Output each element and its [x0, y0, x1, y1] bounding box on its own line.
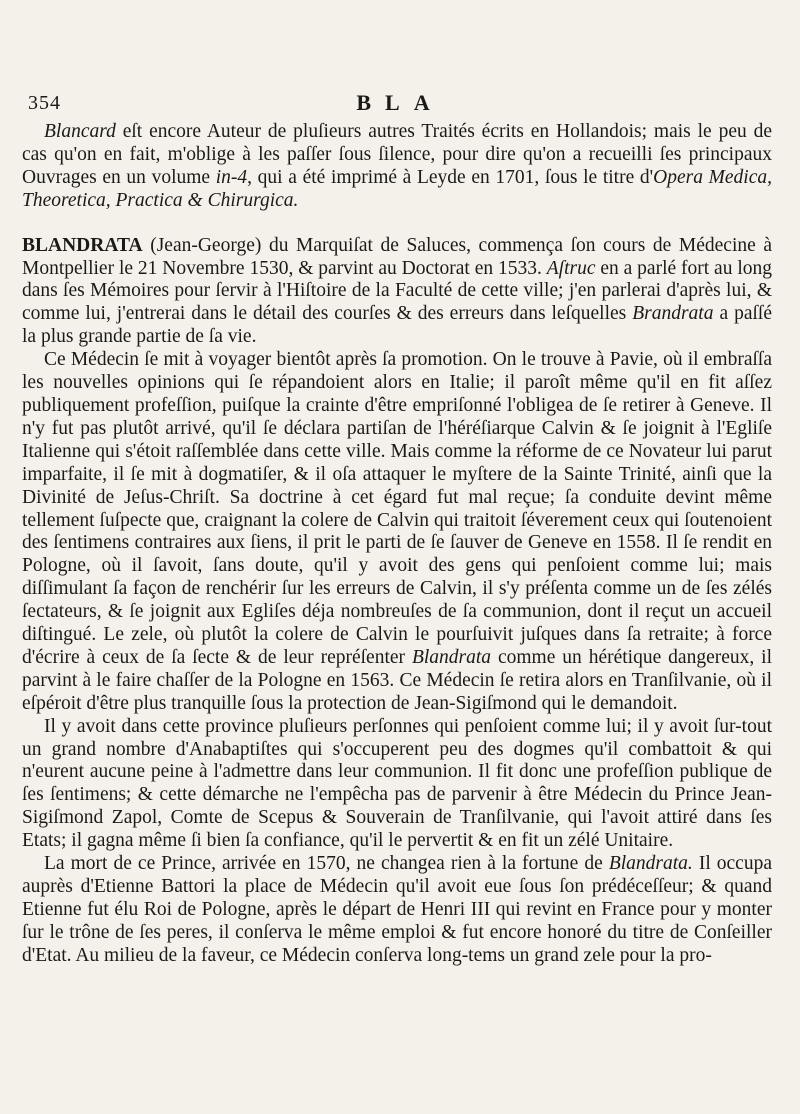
paragraph-p0: [22, 121, 772, 213]
page-header: [0, 90, 800, 120]
text-run: La mort de ce Prince, arrivée en 1570, ne changea rien à la fortune de: [44, 853, 609, 875]
paragraph-p3: [22, 716, 772, 853]
text-run: eſt encore Auteur de pluſieurs autres Traités écrits en Hollandois; mais le peu de cas qu'on en fait, m'oblige à les paſſer ſous ſilence, pour dire qu'on a recueilli ſes principaux Ouvrages en un volume: [22, 121, 772, 188]
text-run: Il y avoit dans cette province pluſieurs perſonnes qui penſoient comme lui; il y avoit ſur-tout un grand nombre d'Anabaptiſtes qui s'occuperent peu des dogmes qu'il combattoit & qui n'eurent aucune peine à l'admettre dans leur communion. Il fit donc une profeſſion publique de ſes ſentimens; & cette démarche ne l'empêcha pas de parvenir à être Médecin du Prince Jean-Sigiſmond Zapol, Comte de Scepus & Souverain de Tranſilvanie, qui l'avoit attiré dans ſes Etats; il gagna même ſi bien ſa confiance, qu'il le pervertit & en fit un zélé Unitaire.: [22, 715, 772, 852]
italic-text: Aſtruc: [546, 257, 596, 279]
italic-text: Opera Medica, Theoretica, Practica & Chirurgica.: [22, 166, 772, 211]
text-run: Ce Médecin ſe mit à voyager bientôt après ſa promotion. On le trouve à Pavie, où il embraſſa les nouvelles opinions qui ſe répandoient alors en Italie; il paroît même qu'il en fit aſſez publiquement profeſſion, puiſque la crainte d'être empriſonné l'obligea de ſe retirer à Geneve. Il n'y fut pas plutôt arrivé, qu'il ſe déclara partiſan de l'héréſiarque Calvin & ſe joignit à l'Egliſe Italienne qui s'étoit raſſemblée dans cette ville. Mais comme la réforme de ce Novateur lui parut imparfaite, il ſe mit à dogmatiſer, & il oſa attaquer le myſtere de la Sainte Trinité, ainſi que la Divinité de Jeſus-Chriſt. Sa doctrine à cet égard fut mal reçue; ſa conduite devint même tellement ſuſpecte que, craignant la colere de Calvin qui traitoit ſéverement ceux qui ſoutenoient des ſentimens contraires aux ſiens, il prit le parti de ſe ſauver de Geneve en 1558. Il ſe rendit en Pologne, où il ſavoit, ſans doute, qu'il y avoit des gens qui penſoient comme lui; mais diſſimulant ſa façon de renchérir ſur les erreurs de Calvin, il s'y préſenta comme un de ſes zélés ſectateurs, & ſe joignit aux Egliſes déja nombreuſes de ſa communion, dont il reçut un accueil diſtingué. Le zele, où plutôt la colere de Calvin le pourſuivit juſques dans ſa retraite; à force d'écrire à ceux de ſa ſecte & de leur repréſenter: [22, 349, 772, 668]
text-run: (Jean-George) du Marquiſat de Saluces, commença ſon cours de Médecine à Montpellier le 21 Novembre 1530, & parvint au Doctorat en 1533.: [22, 234, 772, 279]
italic-text: Brandrata: [632, 303, 714, 325]
italic-text: Blancard: [44, 121, 116, 142]
page-number: 354: [28, 92, 61, 114]
paragraph-p1: [22, 235, 772, 350]
text-run: comme un hérétique dangereux, il parvint à le faire chaſſer de la Pologne en 1563. Ce Médecin ſe retira alors en Tranſilvanie, où il eſpéroit d'être plus tranquille ſous la protection de Jean-Sigiſmond qui le demandoit.: [22, 646, 773, 714]
text-run: a paſſé la plus grande partie de ſa vie.: [22, 303, 772, 348]
paragraph-p4: [22, 853, 772, 968]
text-run: , qui a été imprimé à Leyde en 1701, ſous le titre d': [247, 166, 654, 188]
body-text: [22, 121, 772, 968]
italic-text: Blandrata.: [608, 853, 693, 875]
italic-text: Blandrata: [411, 646, 492, 668]
text-run: Il occupa auprès d'Etienne Battori la place de Médecin qu'il avoit eue ſous ſon prédéceſſeur; & quand Etienne fut élu Roi de Pologne, après le départ de Henri III qui revint en France pour y monter ſur le trône de ſes peres, il conſerva le même emploi & fut encore honoré du titre de Conſeiller d'Etat. Au milieu de la faveur, ce Médecin conſerva long-tems un grand zele pour la pro-: [22, 853, 772, 966]
paragraph-p2: [22, 349, 772, 716]
paragraph-gap: [22, 213, 772, 235]
italic-text: in-4: [215, 166, 248, 188]
text-run: en a parlé fort au long dans ſes Mémoires pour ſervir à l'Hiſtoire de la Faculté de cette ville; j'en parlerai d'après lui, & comme lui, j'entrerai dans le détail des courſes & des erreurs dans leſquelles: [22, 257, 773, 325]
running-head: BLA: [356, 90, 444, 115]
entry-headword: BLANDRATA: [22, 234, 143, 256]
